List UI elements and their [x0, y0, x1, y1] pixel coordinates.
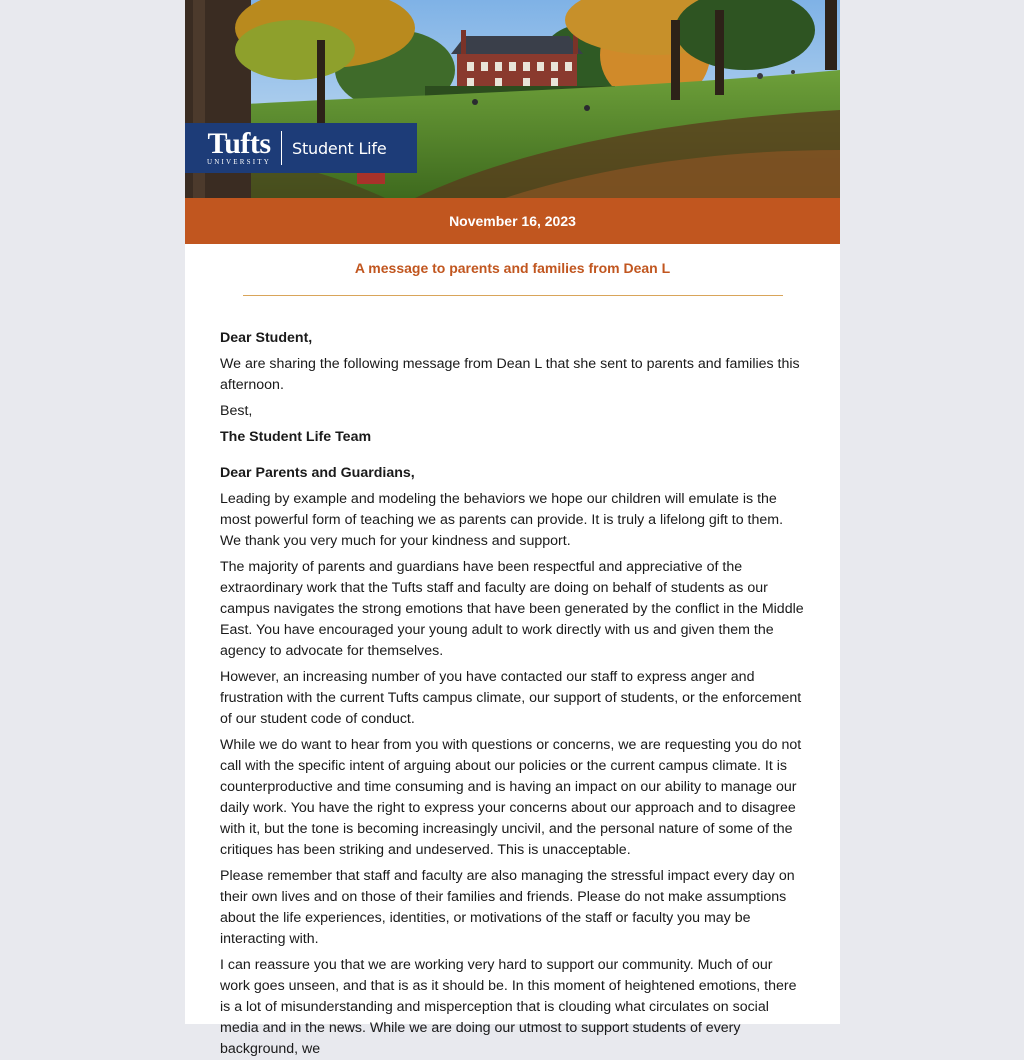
date-text: November 16, 2023	[449, 213, 576, 229]
letter-paragraph: However, an increasing number of you have contacted our staff to express anger and frustration with the current Tufts campus climate, our support of students, or the enforcement of our student code of conduct.	[220, 669, 802, 727]
intro-signature: The Student Life Team	[220, 429, 372, 445]
campus-header-image	[185, 0, 840, 198]
letter-paragraph: While we do want to hear from you with questions or concerns, we are requesting you do not call with the specific intent of arguing about our policies or the current campus climate. It is counterproductive and time consuming and is having an impact on our ability to manage our daily work. You have the right to express your concerns about our approach and to disagree with it, but the tone is becoming increasingly uncivil, and the personal nature of some of the critiques has been striking and undeserved. This is unacceptable.	[220, 737, 802, 858]
letter-greeting: Dear Parents and Guardians,	[220, 465, 415, 481]
intro-closing: Best,	[220, 403, 253, 419]
date-banner	[185, 198, 840, 244]
student-greeting: Dear Student,	[220, 330, 313, 346]
letter-paragraph: I can reassure you that we are working very hard to support our community. Much of our work goes unseen, and that is as it should be. In this moment of heightened emotions, there is a lot of misunderstanding and misperception that is clouding what circulates on social media and in the news. While we are doing our utmost to support students of every background, we	[220, 957, 797, 1057]
logo-unit-name: Student Life	[292, 138, 387, 158]
intro-paragraph: We are sharing the following message from Dean L that she sent to parents and families this afternoon.	[220, 356, 800, 393]
tufts-student-life-logo[interactable]	[185, 123, 417, 173]
logo-subword: UNIVERSITY	[207, 157, 271, 166]
email-container	[185, 0, 840, 1057]
letter-paragraph: Please remember that staff and faculty are also managing the stressful impact every day on their own lives and on those of their families and friends. Please do not make assumptions about the life experiences, identities, or motivations of the staff or faculty you may be interacting with.	[220, 868, 795, 947]
message-subtitle: A message to parents and families from Dean L	[354, 260, 671, 276]
letter-paragraph: Leading by example and modeling the behaviors we hope our children will emulate is the most powerful form of teaching we as parents can provide. It is truly a lifelong gift to them. We thank you very much for your kindness and support.	[220, 491, 784, 549]
logo-wordmark: Tufts	[207, 126, 271, 160]
letter-paragraph: The majority of parents and guardians have been respectful and appreciative of the extraordinary work that the Tufts staff and faculty are doing on behalf of students as our campus navigates the strong emotions that have been generated by the conflict in the Middle East. You have encouraged your young adult to work directly with us and given them the agency to advocate for themselves.	[220, 559, 804, 659]
logo-divider	[281, 131, 282, 165]
message-body	[185, 296, 840, 1060]
tufts-wordmark	[207, 126, 271, 166]
